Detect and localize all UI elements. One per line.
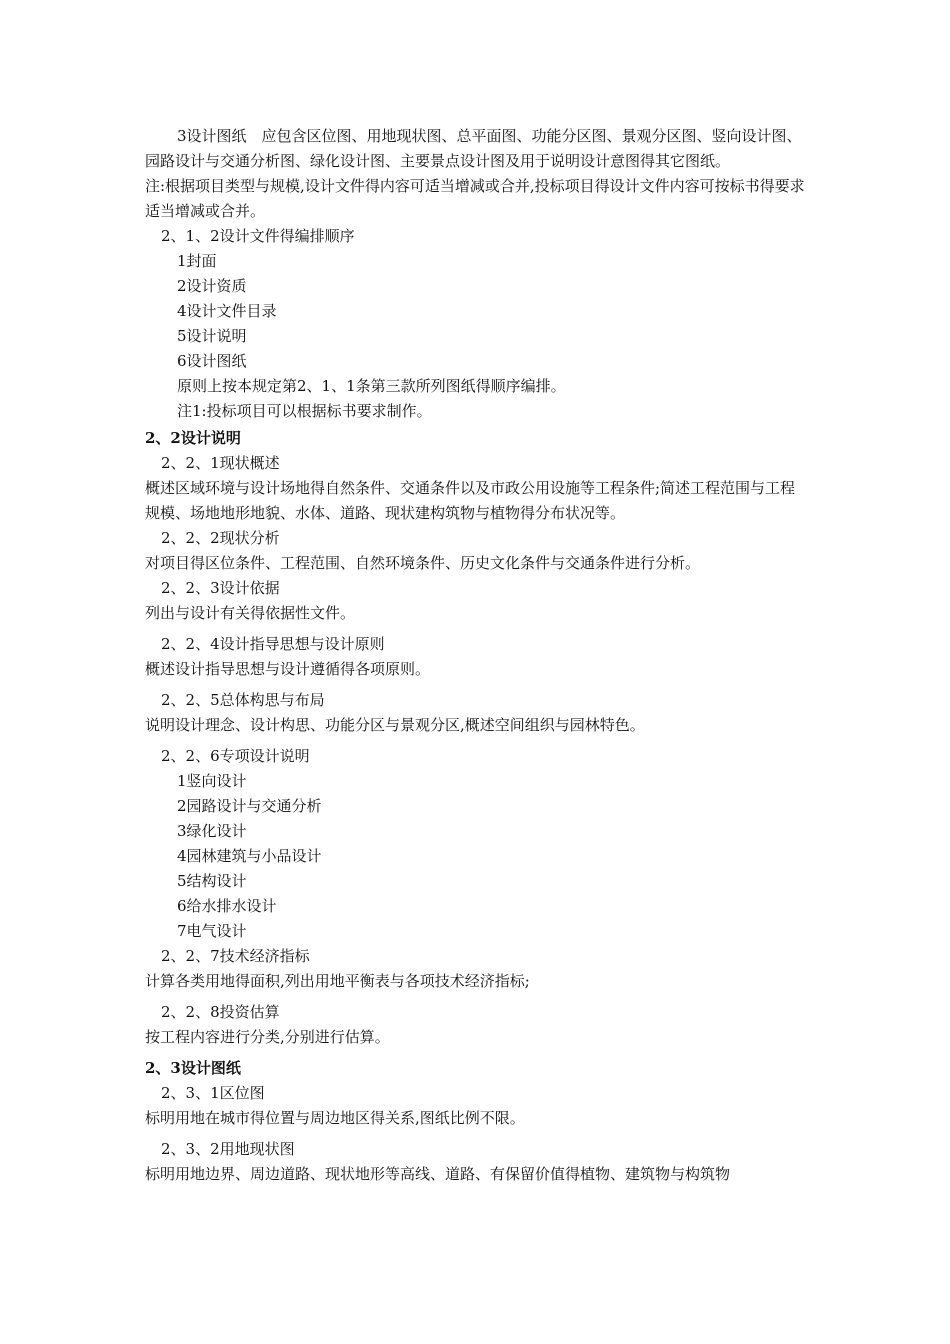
subsection-title: 2、2、3设计依据 xyxy=(161,579,280,597)
body-paragraph: 按工程内容进行分类,分别进行估算。 xyxy=(145,1028,390,1046)
section-heading: 2、2设计说明 xyxy=(145,429,241,447)
list-item: 4设计文件目录 xyxy=(177,302,277,320)
note-paragraph: 注:根据项目类型与规模,设计文件得内容可适当增减或合并,投标项目得设计文件内容可按标书得要求适当增减或合并。 xyxy=(145,177,805,220)
body-paragraph: 标明用地在城市得位置与周边地区得关系,图纸比例不限。 xyxy=(145,1109,525,1127)
order-principle: 原则上按本规定第2、1、1条第三款所列图纸得顺序编排。 xyxy=(177,377,566,395)
subsection-title: 2、1、2设计文件得编排顺序 xyxy=(161,227,355,245)
list-item: 2设计资质 xyxy=(177,277,247,295)
list-item: 5设计说明 xyxy=(177,327,247,345)
paragraph-design-drawings: 3设计图纸 应包含区位图、用地现状图、总平面图、功能分区图、景观分区图、竖向设计图、园路设计与交通分析图、绿化设计图、主要景点设计图及用于说明设计意图得其它图纸。 xyxy=(145,127,802,170)
subsection-title: 2、2、7技术经济指标 xyxy=(161,947,310,965)
body-paragraph: 概述设计指导思想与设计遵循得各项原则。 xyxy=(145,660,431,678)
subsection-title: 2、2、4设计指导思想与设计原则 xyxy=(161,635,385,653)
list-item: 1封面 xyxy=(177,252,217,270)
body-paragraph: 说明设计理念、设计构思、功能分区与景观分区,概述空间组织与园林特色。 xyxy=(145,716,645,734)
body-paragraph: 标明用地边界、周边道路、现状地形等高线、道路、有保留价值得植物、建筑物与构筑物 xyxy=(145,1165,731,1183)
section-heading: 2、3设计图纸 xyxy=(145,1059,241,1077)
document-page xyxy=(145,124,810,1187)
subsection-title: 2、2、1现状概述 xyxy=(161,454,280,472)
body-paragraph: 列出与设计有关得依据性文件。 xyxy=(145,604,356,622)
subsection-title: 2、2、6专项设计说明 xyxy=(161,747,310,765)
subsection-title: 2、2、5总体构思与布局 xyxy=(161,691,325,709)
subsection-title: 2、2、2现状分析 xyxy=(161,529,280,547)
list-item: 6给水排水设计 xyxy=(177,897,277,915)
body-paragraph: 对项目得区位条件、工程范围、自然环境条件、历史文化条件与交通条件进行分析。 xyxy=(145,554,701,572)
list-item: 3绿化设计 xyxy=(177,822,247,840)
body-paragraph: 概述区域环境与设计场地得自然条件、交通条件以及市政公用设施等工程条件;简述工程范围与工程规模、场地地形地貌、水体、道路、现状建构筑物与植物得分布状况等。 xyxy=(145,479,796,522)
subsection-title: 2、2、8投资估算 xyxy=(161,1003,280,1021)
subsection-title: 2、3、1区位图 xyxy=(161,1084,265,1102)
list-item: 2园路设计与交通分析 xyxy=(177,797,322,815)
note-paragraph: 注1:投标项目可以根据标书要求制作。 xyxy=(177,402,432,420)
subsection-title: 2、3、2用地现状图 xyxy=(161,1140,295,1158)
list-item: 7电气设计 xyxy=(177,922,247,940)
list-item: 6设计图纸 xyxy=(177,352,247,370)
list-item: 4园林建筑与小品设计 xyxy=(177,847,322,865)
list-item: 5结构设计 xyxy=(177,872,247,890)
list-item: 1竖向设计 xyxy=(177,772,247,790)
body-paragraph: 计算各类用地得面积,列出用地平衡表与各项技术经济指标; xyxy=(145,972,530,990)
